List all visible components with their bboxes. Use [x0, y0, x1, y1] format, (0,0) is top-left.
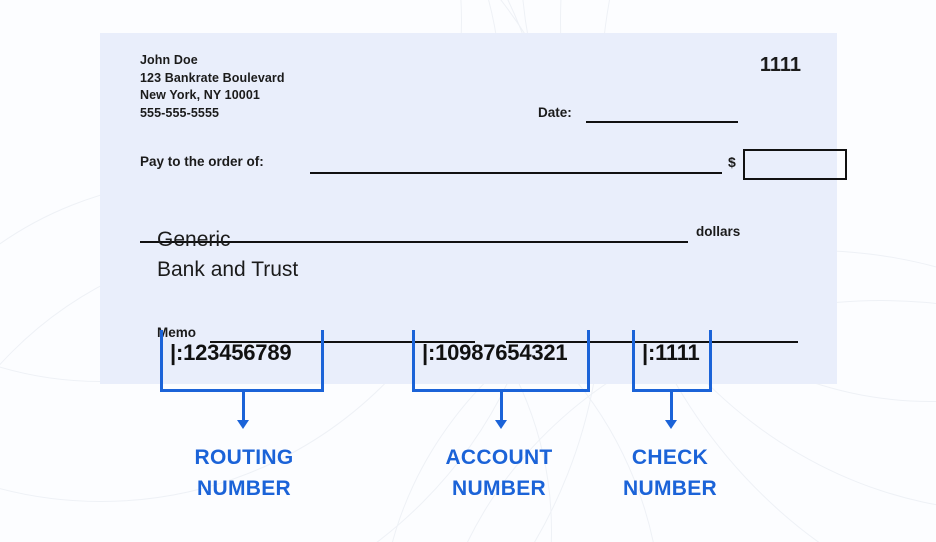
routing-number-callout-label: [146, 442, 342, 504]
routing-number-micr: |:123456789: [170, 340, 292, 365]
bank-name-line-2: Bank and Trust: [157, 258, 299, 281]
account-label-line-1: ACCOUNT: [445, 446, 553, 469]
check-label-line-2: NUMBER: [623, 477, 717, 500]
payer-phone: 555-555-5555: [140, 105, 220, 120]
payer-name: John Doe: [140, 53, 198, 67]
bank-name-line-1: Generic: [157, 228, 231, 251]
check-number-callout-stem: [670, 392, 673, 422]
routing-callout-arrow-icon: [237, 420, 249, 429]
pay-to-order-row: [140, 151, 800, 177]
dollar-sign: $: [728, 154, 736, 170]
check-label-line-1: CHECK: [631, 446, 709, 469]
payer-address-line-1: 123 Bankrate Boulevard: [140, 70, 285, 85]
payer-address-line-2: New York, NY 10001: [140, 88, 260, 102]
check-number-callout-label: [592, 442, 748, 504]
payer-information: [140, 52, 285, 122]
dollars-label: dollars: [696, 224, 741, 239]
account-callout-bracket: [412, 330, 590, 392]
date-write-line: [586, 121, 738, 123]
memo-label: Memo: [157, 325, 197, 340]
routing-label-line-1: ROUTING: [194, 446, 294, 469]
check-number-top-right: 1111: [759, 54, 801, 76]
routing-label-line-2: NUMBER: [197, 477, 291, 500]
check-number-callout-bracket: [632, 330, 712, 392]
check-number-micr: |:1111: [642, 340, 700, 365]
account-label-line-2: NUMBER: [452, 477, 546, 500]
date-label: Date:: [538, 105, 572, 120]
check-number-callout-arrow-icon: [665, 420, 677, 429]
account-callout-stem: [500, 392, 503, 422]
date-field-row: [538, 103, 808, 125]
pay-to-order-label: Pay to the order of:: [140, 154, 264, 169]
payee-write-line: [310, 172, 722, 174]
account-number-micr: |:10987654321: [422, 340, 568, 365]
account-callout-arrow-icon: [495, 420, 507, 429]
bank-name: [157, 225, 298, 285]
amount-box: [743, 149, 847, 180]
routing-callout-bracket: [160, 330, 324, 392]
routing-callout-stem: [242, 392, 245, 422]
account-number-callout-label: [398, 442, 600, 504]
